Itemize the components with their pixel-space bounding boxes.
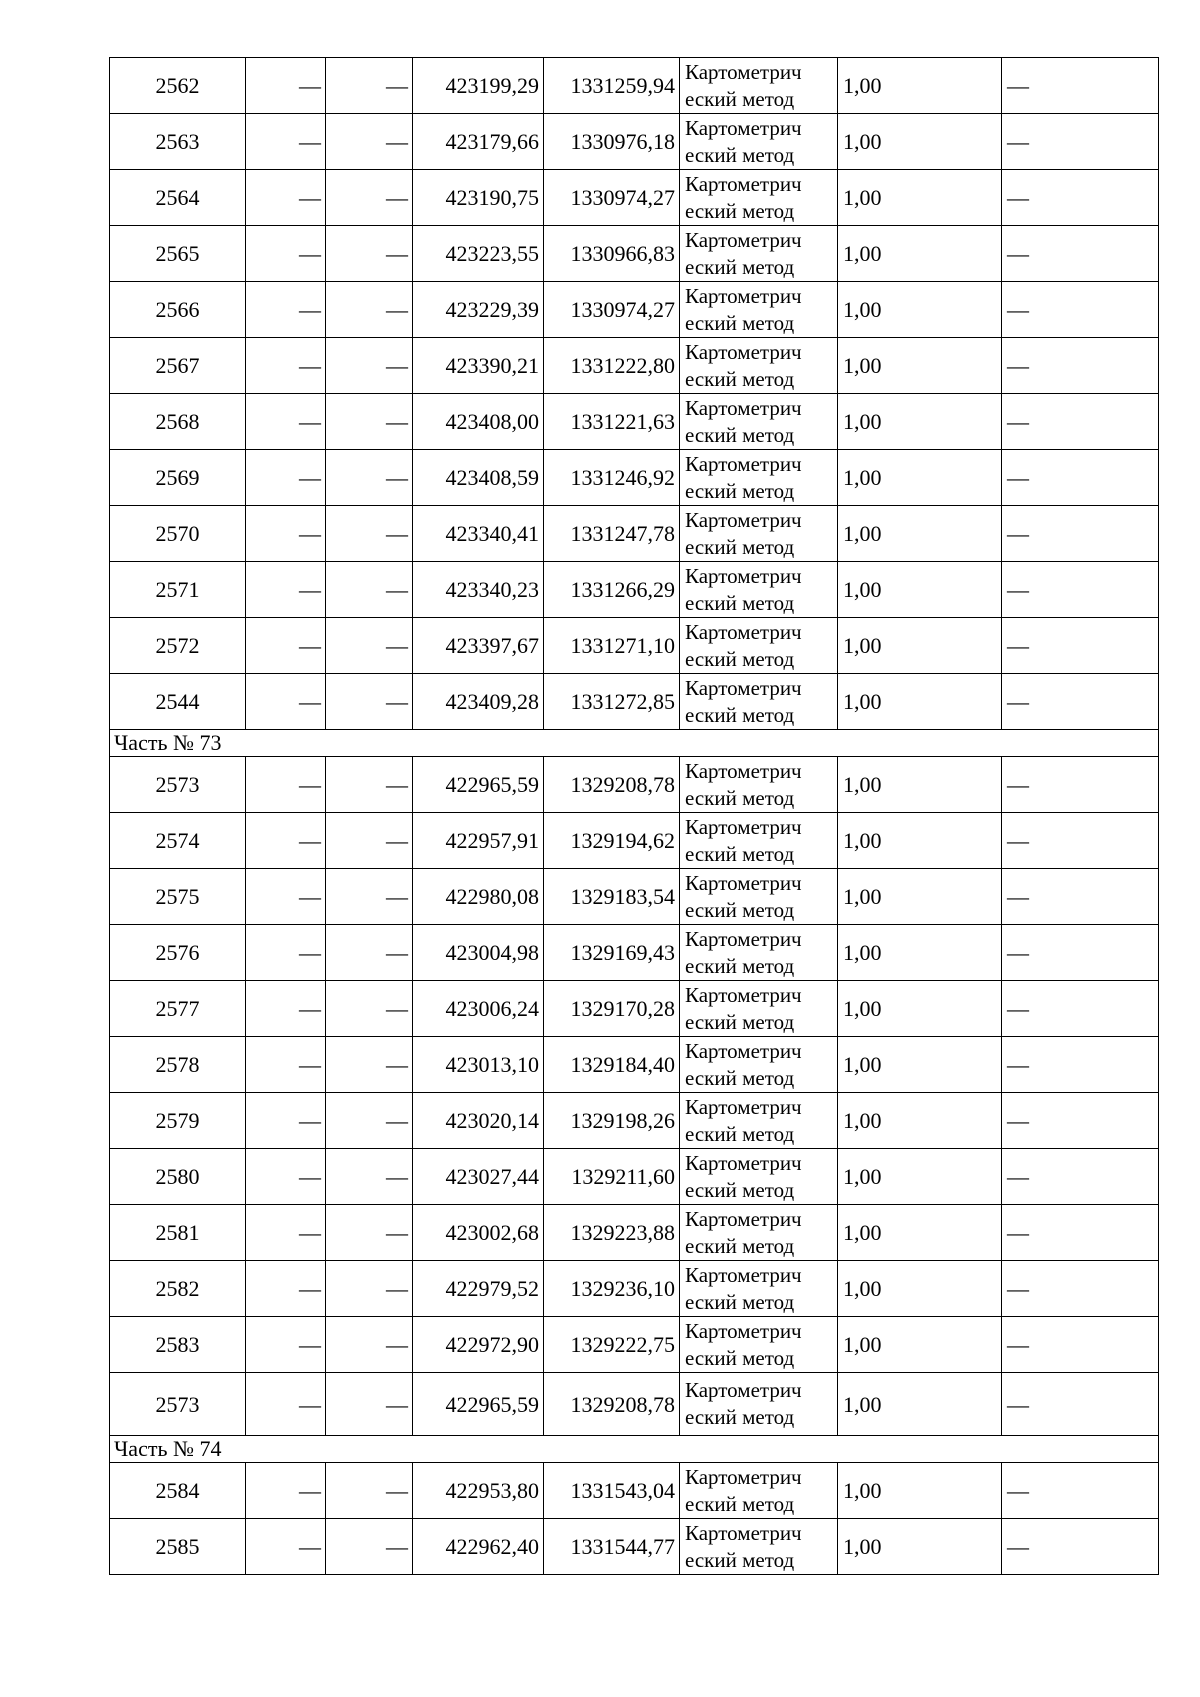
method-line: еский метод bbox=[685, 142, 795, 167]
y-coordinate-cell: 1330974,27 bbox=[544, 282, 680, 338]
y-coordinate-cell: 1329194,62 bbox=[544, 813, 680, 869]
accuracy-cell: 1,00 bbox=[838, 1261, 1002, 1317]
method-line: Картометрич bbox=[685, 926, 802, 951]
table-body bbox=[110, 58, 1159, 1575]
accuracy-cell: 1,00 bbox=[838, 114, 1002, 170]
point-number-cell: 2578 bbox=[110, 1037, 246, 1093]
y-coordinate-cell: 1329169,43 bbox=[544, 925, 680, 981]
old-x-cell: — bbox=[246, 58, 326, 114]
old-y-cell: — bbox=[326, 618, 413, 674]
method-cell bbox=[680, 1205, 838, 1261]
y-coordinate-cell: 1331221,63 bbox=[544, 394, 680, 450]
table-row bbox=[110, 1261, 1159, 1317]
note-cell: — bbox=[1002, 450, 1159, 506]
old-x-cell: — bbox=[246, 562, 326, 618]
y-coordinate-cell: 1329208,78 bbox=[544, 1373, 680, 1436]
table-row bbox=[110, 562, 1159, 618]
x-coordinate-cell: 423409,28 bbox=[413, 674, 544, 730]
note-cell: — bbox=[1002, 1519, 1159, 1575]
point-number-cell: 2566 bbox=[110, 282, 246, 338]
method-cell bbox=[680, 925, 838, 981]
point-number-cell: 2583 bbox=[110, 1317, 246, 1373]
point-number-cell: 2568 bbox=[110, 394, 246, 450]
table-row bbox=[110, 394, 1159, 450]
accuracy-cell: 1,00 bbox=[838, 1093, 1002, 1149]
table-row bbox=[110, 674, 1159, 730]
point-number-cell: 2577 bbox=[110, 981, 246, 1037]
y-coordinate-cell: 1329183,54 bbox=[544, 869, 680, 925]
old-x-cell: — bbox=[246, 981, 326, 1037]
note-cell: — bbox=[1002, 394, 1159, 450]
y-coordinate-cell: 1329170,28 bbox=[544, 981, 680, 1037]
old-x-cell: — bbox=[246, 618, 326, 674]
point-number-cell: 2576 bbox=[110, 925, 246, 981]
old-x-cell: — bbox=[246, 114, 326, 170]
point-number-cell: 2562 bbox=[110, 58, 246, 114]
accuracy-cell: 1,00 bbox=[838, 813, 1002, 869]
accuracy-cell: 1,00 bbox=[838, 394, 1002, 450]
method-line: Картометрич bbox=[685, 59, 802, 84]
old-y-cell: — bbox=[326, 925, 413, 981]
accuracy-cell: 1,00 bbox=[838, 869, 1002, 925]
accuracy-cell: 1,00 bbox=[838, 450, 1002, 506]
method-line: еский метод bbox=[685, 1233, 795, 1258]
point-number-cell: 2574 bbox=[110, 813, 246, 869]
method-cell bbox=[680, 1463, 838, 1519]
accuracy-cell: 1,00 bbox=[838, 226, 1002, 282]
method-line: Картометрич bbox=[685, 675, 802, 700]
table-row bbox=[110, 618, 1159, 674]
note-cell: — bbox=[1002, 1373, 1159, 1436]
method-line: еский метод bbox=[685, 422, 795, 447]
old-x-cell: — bbox=[246, 1205, 326, 1261]
old-x-cell: — bbox=[246, 1373, 326, 1436]
point-number-cell: 2575 bbox=[110, 869, 246, 925]
note-cell: — bbox=[1002, 226, 1159, 282]
x-coordinate-cell: 423199,29 bbox=[413, 58, 544, 114]
section-title: Часть № 74 bbox=[110, 1436, 1159, 1463]
method-line: еский метод bbox=[685, 1547, 795, 1572]
method-line: Картометрич bbox=[685, 619, 802, 644]
x-coordinate-cell: 423013,10 bbox=[413, 1037, 544, 1093]
method-cell bbox=[680, 58, 838, 114]
table-row bbox=[110, 338, 1159, 394]
table-row bbox=[110, 1463, 1159, 1519]
note-cell: — bbox=[1002, 674, 1159, 730]
y-coordinate-cell: 1329211,60 bbox=[544, 1149, 680, 1205]
accuracy-cell: 1,00 bbox=[838, 1149, 1002, 1205]
accuracy-cell: 1,00 bbox=[838, 1317, 1002, 1373]
old-x-cell: — bbox=[246, 813, 326, 869]
point-number-cell: 2544 bbox=[110, 674, 246, 730]
x-coordinate-cell: 423190,75 bbox=[413, 170, 544, 226]
old-y-cell: — bbox=[326, 450, 413, 506]
accuracy-cell: 1,00 bbox=[838, 58, 1002, 114]
accuracy-cell: 1,00 bbox=[838, 1463, 1002, 1519]
note-cell: — bbox=[1002, 506, 1159, 562]
accuracy-cell: 1,00 bbox=[838, 925, 1002, 981]
note-cell: — bbox=[1002, 1037, 1159, 1093]
point-number-cell: 2572 bbox=[110, 618, 246, 674]
method-line: еский метод bbox=[685, 254, 795, 279]
method-cell bbox=[680, 1373, 838, 1436]
old-y-cell: — bbox=[326, 1317, 413, 1373]
old-x-cell: — bbox=[246, 1093, 326, 1149]
old-y-cell: — bbox=[326, 1093, 413, 1149]
point-number-cell: 2579 bbox=[110, 1093, 246, 1149]
point-number-cell: 2582 bbox=[110, 1261, 246, 1317]
old-x-cell: — bbox=[246, 1149, 326, 1205]
old-x-cell: — bbox=[246, 394, 326, 450]
old-x-cell: — bbox=[246, 1463, 326, 1519]
old-x-cell: — bbox=[246, 450, 326, 506]
x-coordinate-cell: 423027,44 bbox=[413, 1149, 544, 1205]
table-row bbox=[110, 506, 1159, 562]
note-cell: — bbox=[1002, 562, 1159, 618]
accuracy-cell: 1,00 bbox=[838, 1519, 1002, 1575]
table-row bbox=[110, 1317, 1159, 1373]
section-header-row bbox=[110, 1436, 1159, 1463]
y-coordinate-cell: 1331259,94 bbox=[544, 58, 680, 114]
method-line: еский метод bbox=[685, 198, 795, 223]
old-x-cell: — bbox=[246, 869, 326, 925]
method-cell bbox=[680, 757, 838, 813]
point-number-cell: 2573 bbox=[110, 757, 246, 813]
method-line: Картометрич bbox=[685, 563, 802, 588]
accuracy-cell: 1,00 bbox=[838, 981, 1002, 1037]
method-line: еский метод bbox=[685, 1405, 795, 1429]
method-line: Картометрич bbox=[685, 1094, 802, 1119]
method-cell bbox=[680, 981, 838, 1037]
old-y-cell: — bbox=[326, 757, 413, 813]
old-y-cell: — bbox=[326, 394, 413, 450]
accuracy-cell: 1,00 bbox=[838, 562, 1002, 618]
method-cell bbox=[680, 1261, 838, 1317]
point-number-cell: 2565 bbox=[110, 226, 246, 282]
note-cell: — bbox=[1002, 338, 1159, 394]
old-x-cell: — bbox=[246, 1317, 326, 1373]
method-line: еский метод bbox=[685, 785, 795, 810]
note-cell: — bbox=[1002, 1261, 1159, 1317]
note-cell: — bbox=[1002, 925, 1159, 981]
old-y-cell: — bbox=[326, 506, 413, 562]
table-row bbox=[110, 813, 1159, 869]
accuracy-cell: 1,00 bbox=[838, 674, 1002, 730]
method-cell bbox=[680, 1093, 838, 1149]
old-x-cell: — bbox=[246, 338, 326, 394]
note-cell: — bbox=[1002, 981, 1159, 1037]
table-row bbox=[110, 981, 1159, 1037]
old-y-cell: — bbox=[326, 226, 413, 282]
y-coordinate-cell: 1329208,78 bbox=[544, 757, 680, 813]
table-row bbox=[110, 1037, 1159, 1093]
x-coordinate-cell: 423408,59 bbox=[413, 450, 544, 506]
old-y-cell: — bbox=[326, 282, 413, 338]
y-coordinate-cell: 1329198,26 bbox=[544, 1093, 680, 1149]
old-x-cell: — bbox=[246, 757, 326, 813]
old-x-cell: — bbox=[246, 1261, 326, 1317]
point-number-cell: 2571 bbox=[110, 562, 246, 618]
method-line: Картометрич bbox=[685, 227, 802, 252]
note-cell: — bbox=[1002, 170, 1159, 226]
method-line: еский метод bbox=[685, 646, 795, 671]
accuracy-cell: 1,00 bbox=[838, 1205, 1002, 1261]
method-cell bbox=[680, 226, 838, 282]
accuracy-cell: 1,00 bbox=[838, 282, 1002, 338]
method-line: Картометрич bbox=[685, 758, 802, 783]
method-line: еский метод bbox=[685, 1491, 795, 1516]
x-coordinate-cell: 423340,23 bbox=[413, 562, 544, 618]
y-coordinate-cell: 1331544,77 bbox=[544, 1519, 680, 1575]
method-line: Картометрич bbox=[685, 395, 802, 420]
method-line: еский метод bbox=[685, 1177, 795, 1202]
method-line: Картометрич bbox=[685, 1150, 802, 1175]
y-coordinate-cell: 1330976,18 bbox=[544, 114, 680, 170]
method-line: Картометрич bbox=[685, 1378, 802, 1402]
method-cell bbox=[680, 618, 838, 674]
accuracy-cell: 1,00 bbox=[838, 1037, 1002, 1093]
old-y-cell: — bbox=[326, 1463, 413, 1519]
y-coordinate-cell: 1329222,75 bbox=[544, 1317, 680, 1373]
method-line: еский метод bbox=[685, 897, 795, 922]
method-line: Картометрич bbox=[685, 1520, 802, 1545]
old-y-cell: — bbox=[326, 1205, 413, 1261]
table-row bbox=[110, 114, 1159, 170]
old-y-cell: — bbox=[326, 562, 413, 618]
method-cell bbox=[680, 1149, 838, 1205]
old-x-cell: — bbox=[246, 226, 326, 282]
x-coordinate-cell: 422962,40 bbox=[413, 1519, 544, 1575]
old-y-cell: — bbox=[326, 869, 413, 925]
y-coordinate-cell: 1329236,10 bbox=[544, 1261, 680, 1317]
section-title: Часть № 73 bbox=[110, 730, 1159, 757]
x-coordinate-cell: 423002,68 bbox=[413, 1205, 544, 1261]
y-coordinate-cell: 1330974,27 bbox=[544, 170, 680, 226]
method-cell bbox=[680, 1519, 838, 1575]
method-cell bbox=[680, 450, 838, 506]
old-x-cell: — bbox=[246, 170, 326, 226]
method-line: еский метод bbox=[685, 310, 795, 335]
section-header-row bbox=[110, 730, 1159, 757]
note-cell: — bbox=[1002, 1149, 1159, 1205]
point-number-cell: 2564 bbox=[110, 170, 246, 226]
old-x-cell: — bbox=[246, 282, 326, 338]
accuracy-cell: 1,00 bbox=[838, 338, 1002, 394]
method-cell bbox=[680, 394, 838, 450]
x-coordinate-cell: 423408,00 bbox=[413, 394, 544, 450]
method-cell bbox=[680, 114, 838, 170]
old-y-cell: — bbox=[326, 1037, 413, 1093]
table-row bbox=[110, 170, 1159, 226]
method-line: еский метод bbox=[685, 590, 795, 615]
x-coordinate-cell: 422965,59 bbox=[413, 1373, 544, 1436]
table-row bbox=[110, 869, 1159, 925]
point-number-cell: 2567 bbox=[110, 338, 246, 394]
old-y-cell: — bbox=[326, 674, 413, 730]
y-coordinate-cell: 1331266,29 bbox=[544, 562, 680, 618]
method-line: Картометрич bbox=[685, 1038, 802, 1063]
method-cell bbox=[680, 1317, 838, 1373]
table-row bbox=[110, 1093, 1159, 1149]
method-line: Картометрич bbox=[685, 339, 802, 364]
method-cell bbox=[680, 869, 838, 925]
method-cell bbox=[680, 282, 838, 338]
x-coordinate-cell: 423340,41 bbox=[413, 506, 544, 562]
x-coordinate-cell: 423397,67 bbox=[413, 618, 544, 674]
note-cell: — bbox=[1002, 757, 1159, 813]
method-line: еский метод bbox=[685, 702, 795, 727]
table-row bbox=[110, 450, 1159, 506]
note-cell: — bbox=[1002, 58, 1159, 114]
accuracy-cell: 1,00 bbox=[838, 506, 1002, 562]
x-coordinate-cell: 422957,91 bbox=[413, 813, 544, 869]
method-line: Картометрич bbox=[685, 115, 802, 140]
point-number-cell: 2585 bbox=[110, 1519, 246, 1575]
method-cell bbox=[680, 338, 838, 394]
point-number-cell: 2563 bbox=[110, 114, 246, 170]
table-row bbox=[110, 58, 1159, 114]
old-y-cell: — bbox=[326, 58, 413, 114]
method-cell bbox=[680, 170, 838, 226]
x-coordinate-cell: 422965,59 bbox=[413, 757, 544, 813]
old-x-cell: — bbox=[246, 925, 326, 981]
x-coordinate-cell: 422979,52 bbox=[413, 1261, 544, 1317]
method-line: еский метод bbox=[685, 478, 795, 503]
old-y-cell: — bbox=[326, 813, 413, 869]
note-cell: — bbox=[1002, 1317, 1159, 1373]
point-number-cell: 2580 bbox=[110, 1149, 246, 1205]
method-cell bbox=[680, 1037, 838, 1093]
method-line: Картометрич bbox=[685, 1318, 802, 1343]
accuracy-cell: 1,00 bbox=[838, 618, 1002, 674]
old-x-cell: — bbox=[246, 1519, 326, 1575]
table-row bbox=[110, 925, 1159, 981]
old-y-cell: — bbox=[326, 981, 413, 1037]
y-coordinate-cell: 1331272,85 bbox=[544, 674, 680, 730]
method-line: еский метод bbox=[685, 534, 795, 559]
method-line: еский метод bbox=[685, 841, 795, 866]
old-y-cell: — bbox=[326, 114, 413, 170]
x-coordinate-cell: 423229,39 bbox=[413, 282, 544, 338]
note-cell: — bbox=[1002, 618, 1159, 674]
x-coordinate-cell: 423006,24 bbox=[413, 981, 544, 1037]
method-line: Картометрич bbox=[685, 507, 802, 532]
accuracy-cell: 1,00 bbox=[838, 1373, 1002, 1436]
old-y-cell: — bbox=[326, 170, 413, 226]
method-line: еский метод bbox=[685, 366, 795, 391]
method-line: Картометрич bbox=[685, 1262, 802, 1287]
y-coordinate-cell: 1331271,10 bbox=[544, 618, 680, 674]
old-y-cell: — bbox=[326, 1373, 413, 1436]
point-number-cell: 2570 bbox=[110, 506, 246, 562]
note-cell: — bbox=[1002, 1093, 1159, 1149]
method-line: Картометрич bbox=[685, 1206, 802, 1231]
method-line: Картометрич bbox=[685, 171, 802, 196]
method-line: Картометрич bbox=[685, 982, 802, 1007]
accuracy-cell: 1,00 bbox=[838, 757, 1002, 813]
point-number-cell: 2569 bbox=[110, 450, 246, 506]
old-x-cell: — bbox=[246, 506, 326, 562]
y-coordinate-cell: 1331246,92 bbox=[544, 450, 680, 506]
method-line: Картометрич bbox=[685, 451, 802, 476]
x-coordinate-cell: 423004,98 bbox=[413, 925, 544, 981]
note-cell: — bbox=[1002, 114, 1159, 170]
note-cell: — bbox=[1002, 869, 1159, 925]
method-line: еский метод bbox=[685, 1345, 795, 1370]
method-line: Картометрич bbox=[685, 1464, 802, 1489]
y-coordinate-cell: 1331543,04 bbox=[544, 1463, 680, 1519]
point-number-cell: 2573 bbox=[110, 1373, 246, 1436]
accuracy-cell: 1,00 bbox=[838, 170, 1002, 226]
table-row bbox=[110, 1205, 1159, 1261]
coordinates-table bbox=[109, 57, 1159, 1575]
old-y-cell: — bbox=[326, 1519, 413, 1575]
x-coordinate-cell: 423390,21 bbox=[413, 338, 544, 394]
point-number-cell: 2584 bbox=[110, 1463, 246, 1519]
table-row bbox=[110, 1373, 1159, 1436]
table-row bbox=[110, 1149, 1159, 1205]
method-line: Картометрич bbox=[685, 814, 802, 839]
method-line: еский метод bbox=[685, 1009, 795, 1034]
method-line: еский метод bbox=[685, 953, 795, 978]
table-row bbox=[110, 226, 1159, 282]
method-cell bbox=[680, 562, 838, 618]
method-line: еский метод bbox=[685, 86, 795, 111]
method-line: еский метод bbox=[685, 1065, 795, 1090]
method-cell bbox=[680, 674, 838, 730]
x-coordinate-cell: 422972,90 bbox=[413, 1317, 544, 1373]
method-line: Картометрич bbox=[685, 283, 802, 308]
table-row bbox=[110, 757, 1159, 813]
method-line: еский метод bbox=[685, 1121, 795, 1146]
method-line: еский метод bbox=[685, 1289, 795, 1314]
table-row bbox=[110, 282, 1159, 338]
x-coordinate-cell: 423020,14 bbox=[413, 1093, 544, 1149]
x-coordinate-cell: 423179,66 bbox=[413, 114, 544, 170]
method-cell bbox=[680, 813, 838, 869]
x-coordinate-cell: 422953,80 bbox=[413, 1463, 544, 1519]
old-y-cell: — bbox=[326, 1149, 413, 1205]
old-y-cell: — bbox=[326, 338, 413, 394]
note-cell: — bbox=[1002, 282, 1159, 338]
y-coordinate-cell: 1330966,83 bbox=[544, 226, 680, 282]
method-cell bbox=[680, 506, 838, 562]
old-y-cell: — bbox=[326, 1261, 413, 1317]
note-cell: — bbox=[1002, 1463, 1159, 1519]
old-x-cell: — bbox=[246, 674, 326, 730]
table-row bbox=[110, 1519, 1159, 1575]
y-coordinate-cell: 1329223,88 bbox=[544, 1205, 680, 1261]
y-coordinate-cell: 1331222,80 bbox=[544, 338, 680, 394]
point-number-cell: 2581 bbox=[110, 1205, 246, 1261]
x-coordinate-cell: 422980,08 bbox=[413, 869, 544, 925]
y-coordinate-cell: 1331247,78 bbox=[544, 506, 680, 562]
note-cell: — bbox=[1002, 813, 1159, 869]
old-x-cell: — bbox=[246, 1037, 326, 1093]
note-cell: — bbox=[1002, 1205, 1159, 1261]
y-coordinate-cell: 1329184,40 bbox=[544, 1037, 680, 1093]
x-coordinate-cell: 423223,55 bbox=[413, 226, 544, 282]
method-line: Картометрич bbox=[685, 870, 802, 895]
